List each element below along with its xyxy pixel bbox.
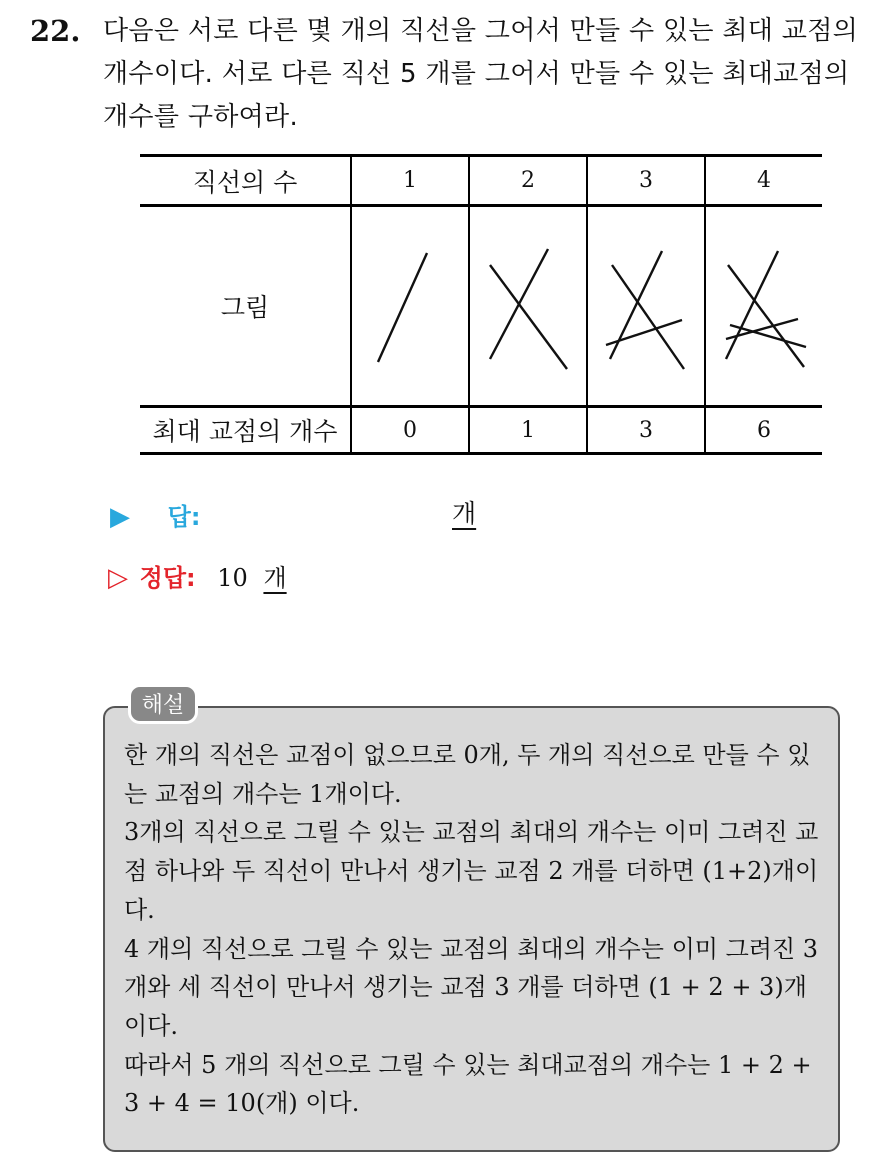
max-intersections-cell: 6 <box>705 407 822 454</box>
max-intersections-cell: 3 <box>587 407 705 454</box>
table-row-figure <box>140 206 822 407</box>
lines-table <box>140 154 822 455</box>
figure-cell-1 <box>351 206 469 407</box>
figure-cell-3 <box>587 206 705 407</box>
line-count-cell: 4 <box>705 156 822 206</box>
three-lines-figure <box>588 207 704 399</box>
line-count-header: 직선의 수 <box>140 156 351 206</box>
solution-text <box>124 736 824 1123</box>
figure-header: 그림 <box>220 293 270 322</box>
max-intersections-cell: 0 <box>351 407 469 454</box>
figure-cell-4 <box>705 206 822 407</box>
solution-paragraph: 3개의 직선으로 그릴 수 있는 교점의 최대의 개수는 이미 그려진 교점 하나와 두 직선이 만나서 생기는 교점 2 개를 더하면 (1+2)개이다. <box>124 818 819 924</box>
solution-tab: 해설 <box>128 684 198 724</box>
four-lines-figure <box>706 207 822 399</box>
correct-arrow-icon: ▷ <box>108 563 128 593</box>
two-lines-figure <box>470 207 586 399</box>
table-row-line-count <box>140 156 822 206</box>
max-intersections-cell: 1 <box>469 407 587 454</box>
solution-paragraph: 한 개의 직선은 교점이 없으므로 0개, 두 개의 직선으로 만들 수 있는 교점의 개수는 1개이다. <box>124 741 811 808</box>
correct-answer-value: 10 <box>217 564 248 592</box>
answer-label: 답: <box>167 503 201 531</box>
figure-cell-2 <box>469 206 587 407</box>
line-count-cell: 2 <box>469 156 587 206</box>
answer-unit: 개 <box>452 499 477 528</box>
one-line-figure <box>352 207 468 399</box>
question-number: 22. <box>30 14 81 48</box>
table-row-max-intersections <box>140 407 822 454</box>
solution-paragraph: 따라서 5 개의 직선으로 그릴 수 있는 최대교점의 개수는 1 + 2 + 3 + 4 = 10(개) 이다. <box>124 1050 812 1118</box>
correct-answer-label: 정답: <box>139 564 196 592</box>
line-count-cell: 3 <box>587 156 705 206</box>
max-intersections-header: 최대 교점의 개수 <box>140 407 351 454</box>
correct-answer-unit: 개 <box>263 564 287 592</box>
correct-answer-row <box>108 558 287 593</box>
solution-paragraph: 4 개의 직선으로 그릴 수 있는 교점의 최대의 개수는 이미 그려진 3 개와 세 직선이 만나서 생기는 교점 3 개를 더하면 (1 + 2 + 3)개이다. <box>124 934 819 1040</box>
answer-row <box>110 497 200 532</box>
answer-arrow-icon: ▶ <box>110 502 130 532</box>
line-count-cell: 1 <box>351 156 469 206</box>
question-text: 다음은 서로 다른 몇 개의 직선을 그어서 만들 수 있는 최대 교점의 개수이다. 서로 다른 직선 5 개를 그어서 만들 수 있는 최대교점의 개수를 구하여라. <box>103 16 859 132</box>
